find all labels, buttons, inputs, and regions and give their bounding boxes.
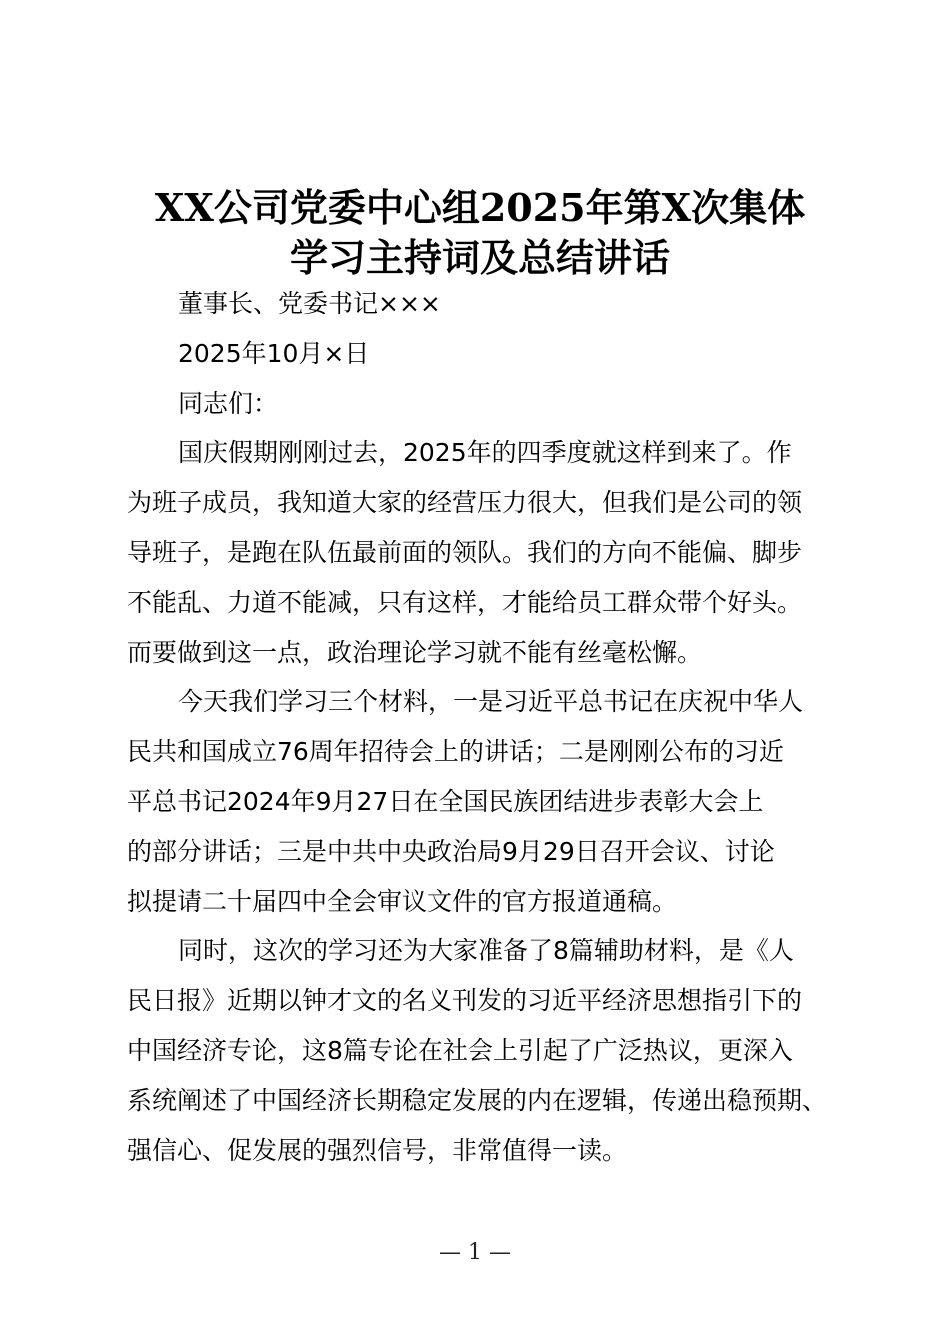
paragraph-2-line-3: 平总书记2024年9月27日在全国民族团结进步表彰大会上 — [127, 787, 764, 816]
paragraph-1-line-2: 为班子成员，我知道大家的经营压力很大，但我们是公司的领 — [127, 488, 803, 517]
document-title-line-2: 学习主持词及总结讲话 — [289, 235, 670, 280]
paragraph-1-line-5: 而要做到这一点，政治理论学习就不能有丝毫松懈。 — [127, 638, 703, 667]
paragraph-2-line-1: 今天我们学习三个材料，一是习近平总书记在庆祝中华人 — [178, 687, 804, 716]
paragraph-1-line-1: 国庆假期刚刚过去，2025年的四季度就这样到来了。作 — [178, 438, 792, 467]
salutation: 同志们： — [178, 389, 279, 418]
paragraph-3-line-5: 强信心、促发展的强烈信号，非常值得一读。 — [127, 1136, 628, 1165]
speaker-line: 董事长、党委书记××× — [178, 289, 441, 318]
document-title-line-1: XX公司党委中心组2025年第X次集体 — [154, 185, 806, 230]
page-number: — 1 — — [439, 1240, 511, 1265]
paragraph-1-line-3: 导班子，是跑在队伍最前面的领队。我们的方向不能偏、脚步 — [127, 538, 803, 567]
paragraph-2-line-5: 拟提请二十届四中全会审议文件的官方报道通稿。 — [127, 887, 678, 916]
paragraph-2-line-2: 民共和国成立76周年招待会上的讲话；二是刚刚公布的习近 — [127, 737, 784, 766]
paragraph-3-line-3: 中国经济专论，这8篇专论在社会上引起了广泛热议，更深入 — [127, 1036, 793, 1065]
paragraph-3-line-4: 系统阐述了中国经济长期稳定发展的内在逻辑，传递出稳预期、 — [127, 1086, 828, 1115]
date-line: 2025年10月×日 — [178, 339, 370, 368]
paragraph-3-line-2: 民日报》近期以钟才文的名义刊发的习近平经济思想指引下的 — [127, 986, 803, 1015]
paragraph-2-line-4: 的部分讲话；三是中共中央政治局9月29日召开会议、讨论 — [127, 837, 775, 866]
paragraph-1-line-4: 不能乱、力道不能减，只有这样，才能给员工群众带个好头。 — [127, 588, 803, 617]
paragraph-3-line-1: 同时，这次的学习还为大家准备了8篇辅助材料，是《人 — [178, 936, 794, 965]
